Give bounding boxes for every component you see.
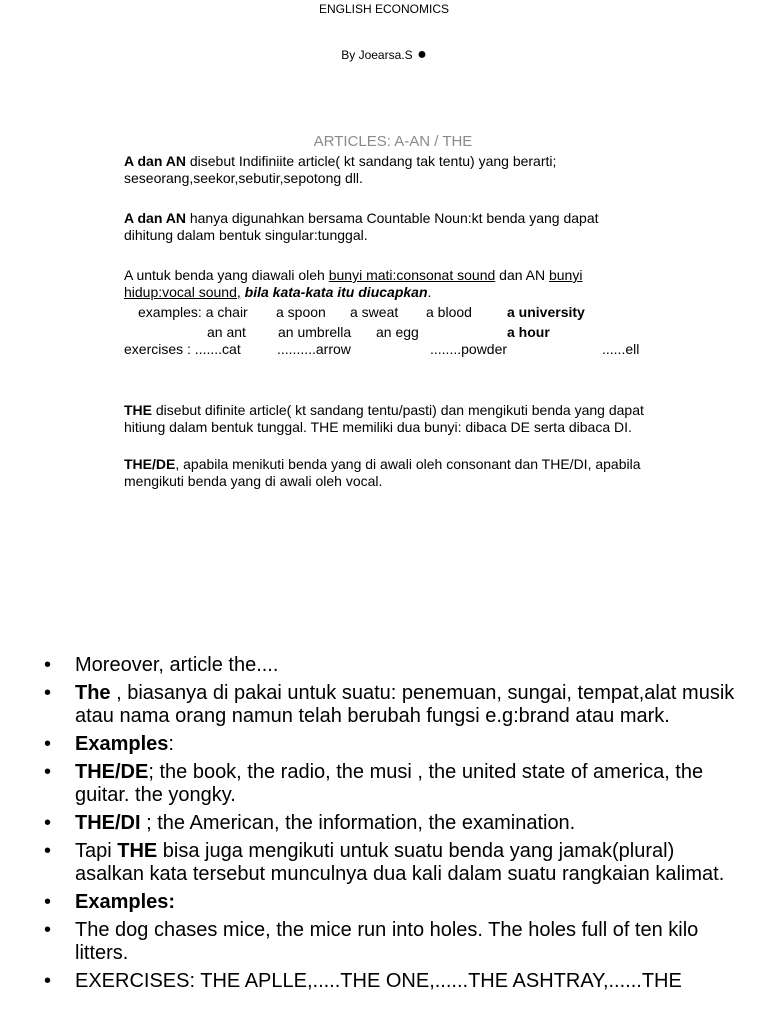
item-text: ; the American, the information, the examination. bbox=[140, 812, 576, 834]
consonant-sound: bunyi mati:consonat sound bbox=[328, 267, 496, 283]
list-item bbox=[44, 891, 744, 914]
exercise-item: ......ell bbox=[602, 341, 640, 357]
example-item: a spoon bbox=[276, 304, 326, 320]
bold-term: The bbox=[75, 682, 111, 704]
text: . bbox=[427, 283, 432, 300]
term: A dan AN bbox=[124, 210, 186, 226]
author-name: By Joearsa.S bbox=[341, 48, 413, 62]
example-item: an umbrella bbox=[278, 324, 352, 340]
example-item: a sweat bbox=[350, 304, 399, 320]
paragraph-the-pronunciation bbox=[124, 456, 644, 489]
definition: disebut Indifiniite article( kt sandang tak tentu) yang berarti; seseorang,seekor,sebutir,sepotong dll. bbox=[124, 153, 557, 186]
item-text: Tapi bbox=[75, 840, 118, 862]
list-item bbox=[44, 840, 744, 886]
bold-term: Examples: bbox=[75, 891, 176, 913]
examples-label: examples: a chair bbox=[138, 304, 248, 320]
list-item bbox=[44, 733, 744, 756]
example-item: a hour bbox=[507, 324, 550, 340]
item-text: Moreover, article the.... bbox=[75, 654, 279, 676]
item-text: ; the book, the radio, the musi , the united state of america, the guitar. the yongky. bbox=[75, 761, 704, 806]
exercise-item: ........powder bbox=[430, 341, 508, 357]
bold-term: THE/DE bbox=[75, 761, 149, 783]
term: THE bbox=[124, 402, 152, 418]
definition: hanya digunahkan bersama Countable Noun:kt benda yang dapat dihitung dalam bentuk singular:tunggal. bbox=[124, 210, 599, 243]
term: THE/DE bbox=[124, 456, 176, 472]
item-text: : bbox=[168, 733, 174, 755]
example-item: an egg bbox=[376, 324, 419, 340]
paragraph-countable-noun bbox=[124, 210, 644, 243]
bold-term: THE bbox=[117, 840, 158, 862]
author-line bbox=[0, 46, 768, 64]
vocal-sound: bunyi hidup:vocal sound, bbox=[124, 267, 583, 300]
list-item bbox=[44, 761, 744, 807]
text: A untuk benda yang diawali oleh bbox=[124, 267, 329, 283]
bullet-dot-icon: ● bbox=[412, 46, 427, 63]
item-text: bisa juga mengikuti untuk suatu benda yang jamak(plural) asalkan kata tersebut munculnya dua kali dalam suatu rangkaian kalimat. bbox=[75, 840, 725, 885]
example-item: a blood bbox=[426, 304, 472, 320]
example-item: a university bbox=[507, 304, 585, 320]
bold-term: THE/DI bbox=[75, 812, 141, 834]
item-text: The dog chases mice, the mice run into holes. The holes full of ten kilo litters. bbox=[75, 919, 699, 964]
paragraph-sound-rule bbox=[124, 267, 644, 300]
paragraph-indefinite-article bbox=[124, 153, 644, 186]
list-item bbox=[44, 812, 744, 835]
exercise-item: ..........arrow bbox=[277, 341, 351, 357]
list-item bbox=[44, 970, 744, 993]
item-text: , biasanya di pakai untuk suatu: penemuan, sungai, tempat,alat musik atau nama orang namun telah berubah fungsi e.g:brand atau mark. bbox=[75, 682, 735, 727]
definition: disebut difinite article( kt sandang tentu/pasti) dan mengikuti benda yang dapat hitiung dalam bentuk tunggal. THE memiliki dua bunyi: dibaca DE serta dibaca DI. bbox=[124, 402, 644, 435]
bold-term: Examples bbox=[75, 733, 169, 755]
exercises-label: exercises : .......cat bbox=[124, 341, 241, 357]
document-title: ENGLISH ECONOMICS bbox=[318, 2, 450, 16]
emphasis: bila kata-kata itu diucapkan bbox=[244, 283, 428, 300]
term: A dan AN bbox=[124, 153, 186, 169]
example-item: an ant bbox=[207, 324, 246, 340]
list-item bbox=[44, 682, 744, 728]
bullet-list bbox=[44, 654, 744, 998]
paragraph-definite-article bbox=[124, 402, 644, 435]
section-title: ARTICLES: A-AN / THE bbox=[313, 133, 473, 150]
list-item bbox=[44, 919, 744, 965]
text: dan AN bbox=[495, 267, 549, 283]
item-text: EXERCISES: THE APLLE,.....THE ONE,......THE ASHTRAY,......THE bbox=[75, 970, 682, 992]
list-item bbox=[44, 654, 744, 677]
definition: , apabila menikuti benda yang di awali oleh consonant dan THE/DI, apabila mengikuti benda yang di awali oleh vocal. bbox=[124, 456, 641, 489]
